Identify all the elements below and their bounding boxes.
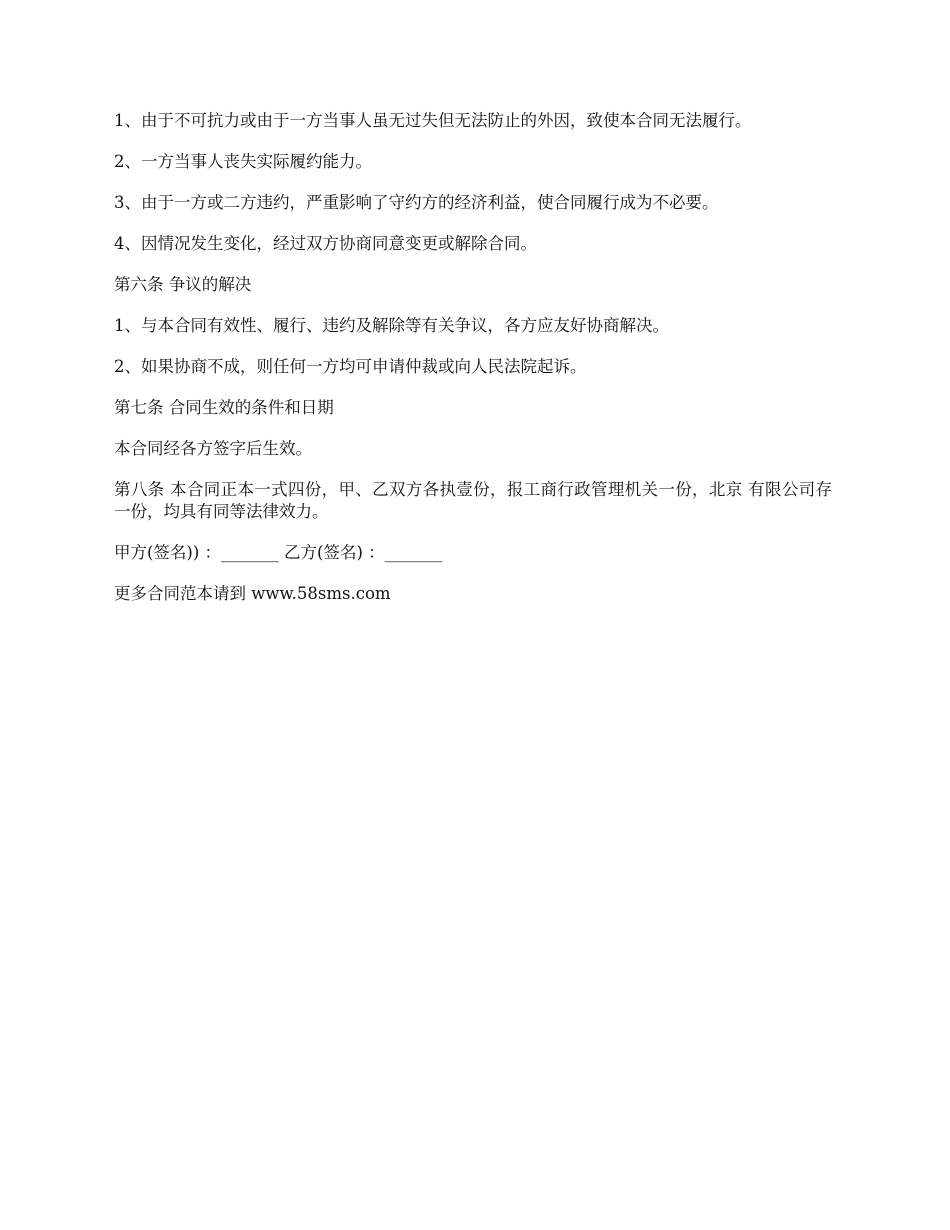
- clause-item-2: 2、一方当事人丧失实际履约能力。: [114, 152, 372, 171]
- signature-line: 甲方(签名)) ：_______ 乙方(签名) ：_______: [114, 543, 443, 562]
- article-6-item-1: 1、与本合同有效性、履行、违约及解除等有关争议，各方应友好协商解决。: [114, 316, 669, 335]
- footer-link-text: 更多合同范本请到 www.58sms.com: [114, 584, 391, 603]
- article-7-text: 本合同经各方签字后生效。: [114, 439, 312, 458]
- clause-item-4: 4、因情况发生变化，经过双方协商同意变更或解除合同。: [114, 234, 537, 253]
- article-8-text: 第八条 本合同正本一式四份，甲、乙双方各执壹份，报工商行政管理机关一份，北京 有限公司存一份，均具有同等法律效力。: [114, 480, 832, 521]
- article-6-item-2: 2、如果协商不成，则任何一方均可申请仲裁或向人民法院起诉。: [114, 357, 587, 376]
- article-7-heading: 第七条 合同生效的条件和日期: [114, 398, 334, 417]
- clause-item-3: 3、由于一方或二方违约，严重影响了守约方的经济利益，使合同履行成为不必要。: [114, 193, 719, 212]
- article-6-heading: 第六条 争议的解决: [114, 275, 252, 294]
- clause-item-1: 1、由于不可抗力或由于一方当事人虽无过失但无法防止的外因，致使本合同无法履行。: [114, 111, 752, 130]
- document-body: [114, 110, 832, 624]
